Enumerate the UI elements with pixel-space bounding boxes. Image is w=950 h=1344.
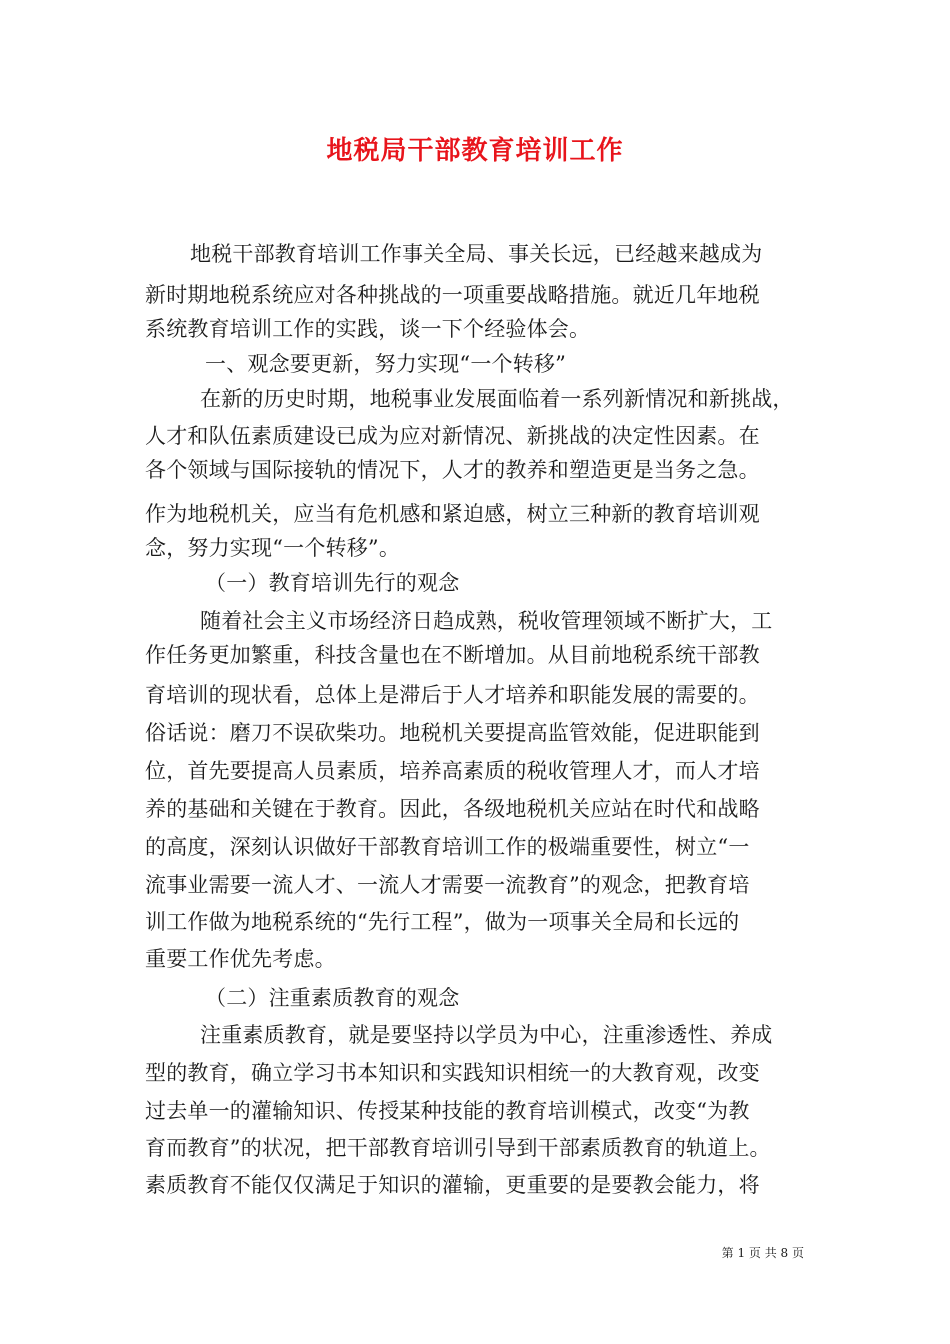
paragraph-line: 流事业需要一流人才、一流人才需要一流教育”的观念，把教育培	[145, 873, 750, 897]
page-number-footer: 第 1 页 共 8 页	[721, 1246, 804, 1260]
paragraph-line: 作任务更加繁重，科技含量也在不断增加。从目前地税系统干部教	[145, 643, 760, 667]
paragraph-line: 各个领域与国际接轨的情况下，人才的教养和塑造更是当务之急。	[145, 458, 760, 482]
paragraph-line: 养的基础和关键在于教育。因此，各级地税机关应站在时代和战略	[145, 797, 760, 821]
paragraph-line: 注重素质教育，就是要坚持以学员为中心，注重渗透性、养成	[200, 1023, 773, 1047]
paragraph-line: 随着社会主义市场经济日趋成熟，税收管理领域不断扩大，工	[200, 609, 773, 633]
paragraph-line: 地税干部教育培训工作事关全局、事关长远，已经越来越成为	[190, 242, 763, 266]
paragraph-line: 育而教育”的状况，把干部教育培训引导到干部素质教育的轨道上。	[145, 1136, 771, 1160]
paragraph-line: 育培训的现状看，总体上是滞后于人才培养和职能发展的需要的。	[145, 683, 760, 707]
paragraph-line: 人才和队伍素质建设已成为应对新情况、新挑战的决定性因素。在	[145, 424, 760, 448]
paragraph-line: 素质教育不能仅仅满足于知识的灌输，更重要的是要教会能力，将	[145, 1173, 760, 1197]
paragraph-line: 在新的历史时期，地税事业发展面临着一系列新情况和新挑战，	[200, 387, 794, 411]
paragraph-line: 系统教育培训工作的实践，谈一下个经验体会。	[145, 317, 591, 341]
subsection-heading: （一）教育培训先行的观念	[205, 571, 460, 595]
paragraph-line: 新时期地税系统应对各种挑战的一项重要战略措施。就近几年地税	[145, 283, 760, 307]
paragraph-line: 过去单一的灌输知识、传授某种技能的教育培训模式，改变“为教	[145, 1099, 750, 1123]
paragraph-line: 俗话说：磨刀不误砍柴功。地税机关要提高监管效能，促进职能到	[145, 721, 760, 745]
paragraph-line: 位，首先要提高人员素质，培养高素质的税收管理人才，而人才培	[145, 759, 760, 783]
document-title: 地税局干部教育培训工作	[326, 136, 624, 166]
paragraph-line: 作为地税机关，应当有危机感和紧迫感，树立三种新的教育培训观	[145, 502, 760, 526]
paragraph-line: 念，努力实现“一个转移”。	[145, 536, 401, 560]
paragraph-line: 型的教育，确立学习书本知识和实践知识相统一的大教育观，改变	[145, 1061, 760, 1085]
paragraph-line: 重要工作优先考虑。	[145, 947, 336, 971]
subsection-heading: （二）注重素质教育的观念	[205, 986, 460, 1010]
paragraph-line: 的高度，深刻认识做好干部教育培训工作的极端重要性，树立“一	[145, 835, 750, 859]
section-heading: 一、观念要更新，努力实现“一个转移”	[205, 352, 567, 376]
paragraph-line: 训工作做为地税系统的“先行工程”，做为一项事关全局和长远的	[145, 910, 740, 934]
